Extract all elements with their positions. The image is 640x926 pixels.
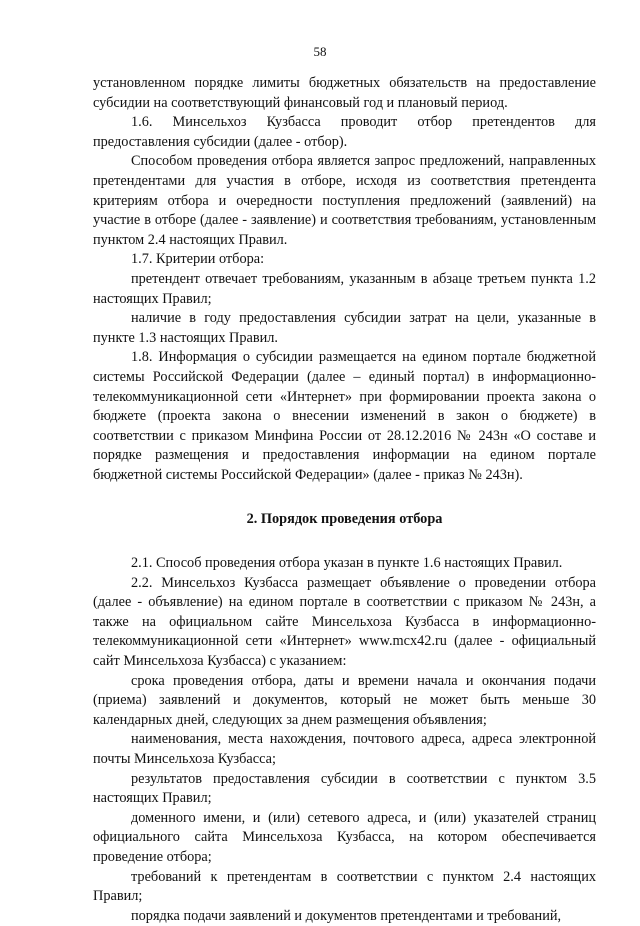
paragraph: 2.1. Способ проведения отбора указан в пункте 1.6 настоящих Правил. <box>131 555 563 572</box>
paragraph: претендент отвечает требованиям, указанным в абзаце третьем пункта 1.2 настоящих Правил; <box>93 270 596 307</box>
paragraph: установленном порядке лимиты бюджетных обязательств на предоставление субсидии на соответствующий финансовый год и плановый период. <box>93 75 596 111</box>
paragraph: срока проведения отбора, даты и времени начала и окончания подачи (приема) заявлений и документов, который не может быть меньше 30 календарных дней, следующих за днем размещения объявления; <box>93 672 596 728</box>
page-number: 58 <box>313 44 327 59</box>
section-heading: 2. Порядок проведения отбора <box>246 511 443 528</box>
paragraph: 1.6. Минсельхоз Кузбасса проводит отбор претендентов для предоставления субсидии (далее - отбор). <box>93 114 596 150</box>
paragraph: доменного имени, и (или) сетевого адреса, и (или) указателей страниц официального сайта Минсельхоза Кузбасса, на котором обеспечивается проведение отбора; <box>93 809 596 865</box>
paragraph: наименования, места нахождения, почтового адреса, адреса электронной почты Минсельхоза Кузбасса; <box>93 731 596 767</box>
paragraph: 1.8. Информация о субсидии размещается на едином портале бюджетной системы Российской Федерации (далее – единый портал) в информационно-телекоммуникационной сети «Интернет» при формировании проекта закона о бюджете (проекта закона о внесении изменений в закон о бюджете) в соответствии с приказом Минфина России от 28.12.2016 № 243н «О составе и порядке размещения и предоставления информации на едином портале бюджетной системы Российской Федерации» (далее - приказ № 243н). <box>93 349 596 483</box>
paragraph: наличие в году предоставления субсидии затрат на цели, указанные в пункте 1.3 настоящих Правил. <box>93 310 596 346</box>
paragraph: требований к претендентам в соответствии с пунктом 2.4 настоящих Правил; <box>93 868 596 905</box>
paragraph: 2.2. Минсельхоз Кузбасса размещает объявление о проведении отбора (далее - объявление) на едином портале в соответствии с приказом № 243н, а также на официальном сайте Минсельхоза Кузбасса в информационно-телекоммуникационной сети «Интернет» www.mcx42.ru (далее - официальный сайт Минсельхоза Кузбасса) с указанием: <box>93 574 596 670</box>
paragraph: Способом проведения отбора является запрос предложений, направленных претендентами для участия в отборе, исходя из соответствия претендента критериям отбора и очередности поступления предложений (заявлений) на участие в отборе (далее - заявление) и соответствия требованиям, установленным пунктом 2.4 настоящих Правил. <box>93 153 596 248</box>
paragraph: результатов предоставления субсидии в соответствии с пунктом 3.5 настоящих Правил; <box>93 770 596 807</box>
paragraph: порядка подачи заявлений и документов претендентами и требований, <box>131 907 562 924</box>
paragraph: 1.7. Критерии отбора: <box>131 251 265 268</box>
document-body <box>93 74 596 926</box>
